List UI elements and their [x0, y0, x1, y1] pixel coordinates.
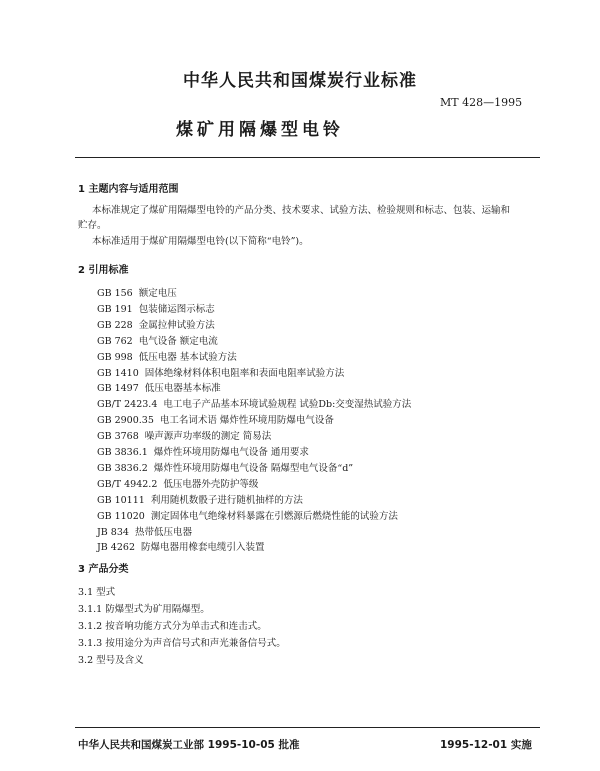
reference-title: 低压电器基本标准	[144, 383, 221, 395]
reference-title: 低压电器外壳防护等级	[163, 478, 259, 490]
reference-code: JB 4262	[97, 542, 135, 554]
implementation-date: 1995-12-01 实施	[440, 739, 532, 751]
reference-code: GB 3768	[97, 431, 139, 443]
section-2-heading: 2 引用标准	[78, 265, 129, 276]
reference-item	[97, 365, 344, 379]
reference-title: 包装储运图示标志	[138, 303, 215, 315]
reference-title: 低压电器 基本试验方法	[138, 351, 237, 363]
reference-title: 电气设备 额定电流	[138, 335, 218, 347]
clause-3-1-2: 3.1.2 按音响功能方式分为单击式和连击式。	[78, 621, 267, 632]
document-title: 煤矿用隔爆型电铃	[176, 120, 344, 140]
approval-line: 中华人民共和国煤炭工业部 1995-10-05 批准	[78, 739, 300, 751]
reference-code: GB/T 4942.2	[97, 478, 158, 490]
reference-code: GB 1410	[97, 367, 139, 379]
section-1-para2: 本标准适用于煤矿用隔爆型电铃(以下简称“电铃”)。	[92, 236, 309, 247]
reference-title: 测定固体电气绝缘材料暴露在引燃源后燃烧性能的试验方法	[150, 510, 398, 522]
reference-item	[97, 524, 192, 538]
reference-item	[97, 380, 221, 394]
clause-3-1: 3.1 型式	[78, 587, 116, 598]
footer-rule	[75, 727, 540, 728]
reference-title: 固体绝缘材料体积电阻率和表面电阻率试验方法	[144, 367, 345, 379]
clause-3-1-1: 3.1.1 防爆型式为矿用隔爆型。	[78, 604, 210, 615]
reference-code: GB 10111	[97, 494, 145, 506]
reference-code: GB 2900.35	[97, 415, 154, 427]
reference-title: 额定电压	[138, 288, 177, 299]
reference-code: JB 834	[97, 526, 129, 538]
header-rule	[75, 157, 540, 158]
clause-3-1-3: 3.1.3 按用途分为声音信号式和声光兼备信号式。	[78, 638, 286, 649]
reference-code: GB 3836.1	[97, 447, 148, 458]
reference-title: 爆炸性环境用防爆电气设备 隔爆型电气设备“d”	[153, 462, 354, 474]
standard-code: MT 428—1995	[440, 96, 523, 109]
reference-item	[97, 412, 334, 426]
reference-item	[97, 285, 177, 299]
reference-code: GB 1497	[97, 383, 139, 395]
standard-title: 中华人民共和国煤炭行业标准	[183, 71, 417, 91]
reference-item	[97, 508, 398, 522]
reference-item	[97, 317, 215, 331]
reference-item	[97, 476, 258, 490]
reference-item	[97, 444, 309, 458]
reference-item	[97, 349, 237, 363]
reference-item	[97, 301, 215, 315]
clause-3-2: 3.2 型号及含义	[78, 655, 144, 666]
reference-title: 利用随机数骰子进行随机抽样的方法	[150, 494, 303, 506]
reference-title: 爆炸性环境用防爆电气设备 通用要求	[153, 447, 309, 458]
reference-code: GB 191	[97, 303, 133, 315]
reference-item	[97, 396, 411, 410]
section-1-para1-line2: 贮存。	[78, 220, 107, 231]
reference-code: GB 998	[97, 351, 133, 363]
reference-code: GB 228	[97, 319, 133, 331]
section-1-heading: 1 主题内容与适用范围	[78, 184, 179, 195]
reference-item	[97, 460, 353, 474]
reference-code: GB 3836.2	[97, 462, 148, 474]
reference-code: GB/T 2423.4	[97, 399, 158, 411]
reference-title: 热带低压电器	[134, 526, 192, 538]
section-3-heading: 3 产品分类	[78, 564, 129, 575]
section-1-para1-line1: 本标准规定了煤矿用隔爆型电铃的产品分类、技术要求、试验方法、检验规则和标志、包装、运输和	[92, 205, 511, 216]
reference-title: 金属拉伸试验方法	[138, 319, 215, 331]
reference-title: 电工名词术语 爆炸性环境用防爆电气设备	[159, 415, 334, 427]
reference-code: GB 156	[97, 288, 133, 299]
reference-title: 电工电子产品基本环境试验规程 试验Db:交变湿热试验方法	[163, 399, 412, 411]
reference-item	[97, 492, 303, 506]
reference-item	[97, 333, 218, 347]
reference-code: GB 11020	[97, 510, 145, 522]
reference-title: 噪声源声功率级的测定 简易法	[144, 431, 272, 443]
reference-item	[97, 428, 271, 442]
reference-item	[97, 539, 265, 553]
reference-code: GB 762	[97, 335, 133, 347]
reference-title: 防爆电器用橡套电缆引入装置	[141, 542, 265, 554]
